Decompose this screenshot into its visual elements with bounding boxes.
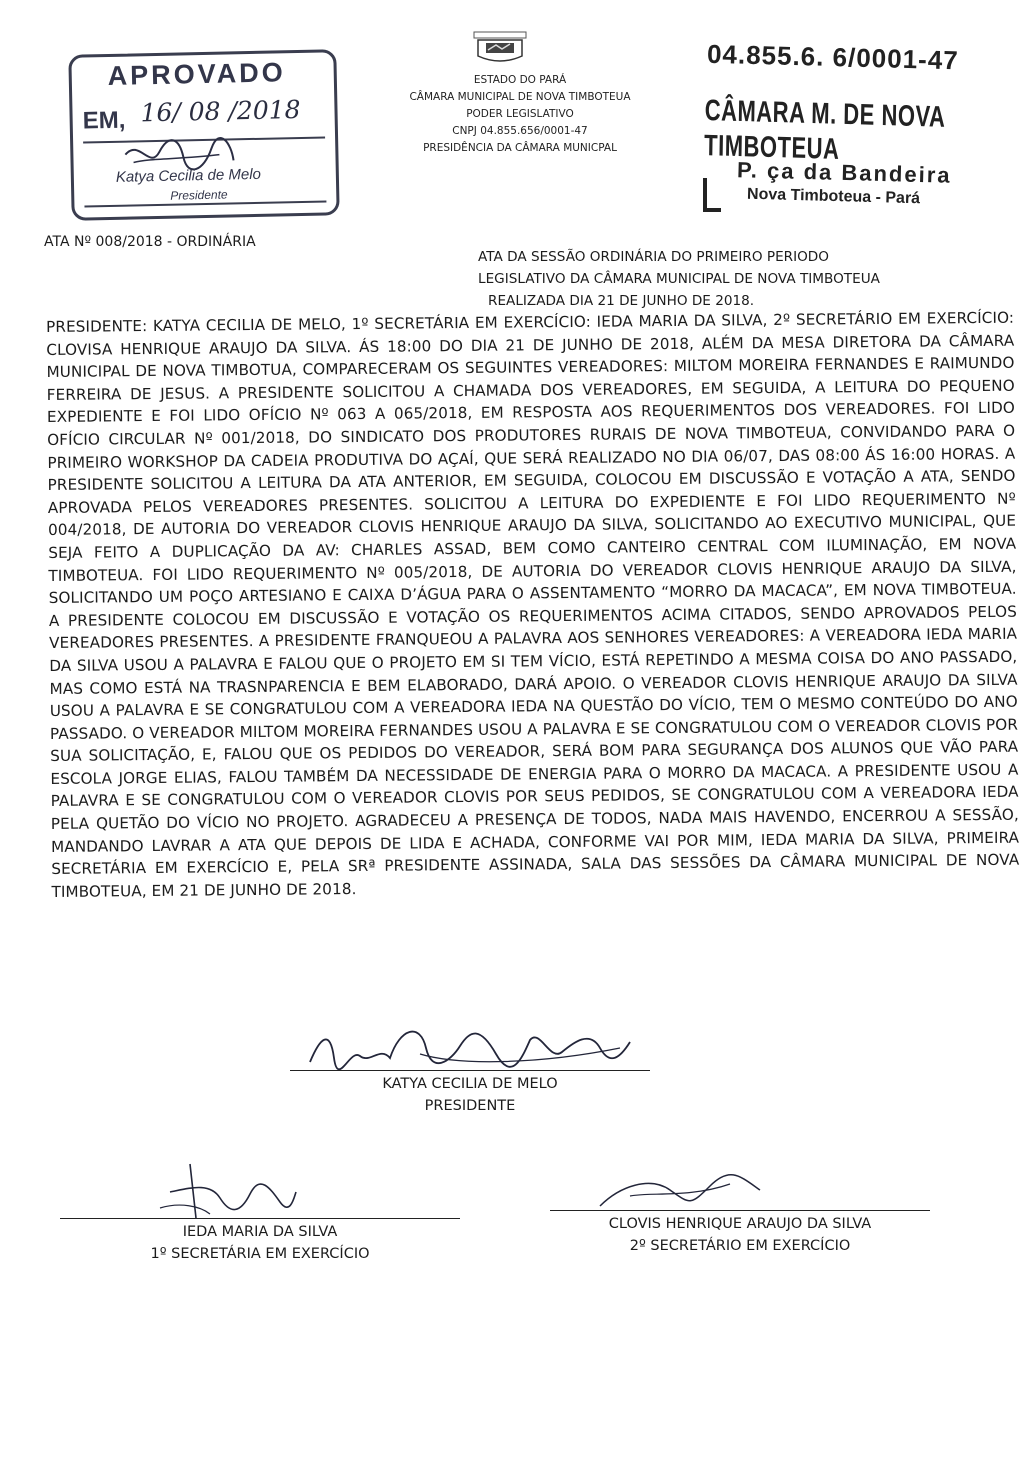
cnpj-stamp-number: 04.855.6. 6/0001-47 <box>706 38 960 76</box>
minutes-title-line: REALIZADA DIA 21 DE JUNHO DE 2018. <box>488 293 755 309</box>
header-chamber: CÂMARA MUNICIPAL DE NOVA TIMBOTEUA <box>409 91 631 103</box>
approved-stamp-role: Presidente <box>170 187 228 203</box>
approved-stamp-date: 16/ 08 /2018 <box>140 94 301 128</box>
cnpj-stamp <box>695 30 1015 220</box>
signature-line <box>550 1210 930 1211</box>
minutes-title-line: LEGISLATIVO DA CÂMARA MUNICIPAL DE NOVA TIMBOTEUA <box>478 271 880 287</box>
document-header <box>360 72 680 157</box>
header-state: ESTADO DO PARÁ <box>473 74 567 86</box>
cnpj-stamp-address: P. ça da Bandeira <box>736 157 952 188</box>
president-signature-block <box>290 1070 650 1117</box>
stamp-corner <box>703 178 721 212</box>
header-cnpj: CNPJ 04.855.656/0001-47 <box>452 125 588 137</box>
first-secretary-signature-icon <box>150 1158 300 1224</box>
first-secretary-name: IEDA MARIA DA SILVA <box>182 1224 338 1240</box>
minutes-title-line: ATA DA SESSÃO ORDINÁRIA DO PRIMEIRO PERIODO <box>478 249 829 265</box>
president-name: KATYA CECILIA DE MELO <box>382 1076 558 1092</box>
first-secretary-role: 1º SECRETÁRIA EM EXERCÍCIO <box>150 1246 370 1262</box>
minutes-title <box>478 246 978 312</box>
second-secretary-role: 2º SECRETÁRIO EM EXERCÍCIO <box>629 1238 851 1254</box>
approved-stamp-name: Katya Cecilia de Melo <box>115 165 262 186</box>
cnpj-stamp-chamber: CÂMARA M. DE NOVA TIMBOTEUA <box>703 93 945 166</box>
minutes-body: PRESIDENTE: KATYA CECILIA DE MELO, 1º SECRETÁRIA EM EXERCÍCIO: IEDA MARIA DA SILVA, 2º SECRETÁRIO EM EXERCÍCIO: CLOVISA HENRIQUE ARAUJO DA SILVA. ÁS 18:00 DO DIA 21 DE JUNHO DE 2018, ALÉM DA MESA DIRETORA DA CÂMARA MUNICIPAL DE NOVA TIMBOTUA, COMPARECERAM OS SEGUINTES VEREADORES: MILTOM MOREIRA FERNANDES E RAIMUNDO FERREIRA DE JESUS. A PRESIDENTE SOLICITOU A CHAMADA DOS VEREADORES, EM SEGUIDA, A LEITURA DO PEQUENO EXPEDIENTE E FOI LIDO OFÍCIO Nº 063 A 065/2018, EM RESPOSTA AOS REQUERIMENTOS DOS VEREADORES. FOI LIDO OFÍCIO CIRCULAR Nº 001/2018, DO SINDICATO DOS PRODUTORES RURAIS DE NOVA TIMBOTEUA, CONVIDANDO PARA O PRIMEIRO WORKSHOP DA CADEIA PRODUTIVA DO AÇAÍ, QUE SERÁ REALIZADO NO DIA 06/07, DAS 08:00 ÁS 16:00 HORAS. A PRESIDENTE SOLICITOU A LEITURA DA ATA ANTERIOR, EM SEGUIDA, COLOCOU EM DISCUSSÃO E VOTAÇÃO A ATA, SENDO APROVADA PELOS VEREADORES PRESENTES. SOLICITOU A LEITURA DO EXPEDIENTE E FOI LIDO REQUERIMENTO Nº 004/2018, DE AUTORIA DO VEREADOR CLOVIS HENRIQUE ARAUJO DA SILVA, SOLICITANDO AO EXECUTIVO MUNICIPAL, QUE SEJA FEITO A DUPLICAÇÃO DA AV: CHARLES ASSAD, BEM COMO CANTEIRO CENTRAL COM ILUMINAÇÃO, EM NOVA TIMBOTEUA. FOI LIDO REQUERIMENTO Nº 005/2018, DE AUTORIA DO VEREADOR CLOVIS HENRIQUE ARAUJO DA SILVA, SOLICITANDO UM POÇO ARTESIANO E CAIXA D’ÁGUA PARA O ASSENTAMENTO “MORRO DA MACACA”, EM NOVA TIMBOTEUA. A PRESIDENTE COLOCOU EM DISCUSSÃO E VOTAÇÃO OS REQUERIMENTOS ACIMA CITADOS, SENDO APROVADOS PELOS VEREADORES PRESENTES. A PRESIDENTE FRANQUEOU A PALAVRA AOS SENHORES VEREADORES: A VEREADORA IEDA MARIA DA SILVA USOU A PALAVRA E FALOU QUE O PROJETO EM SI TEM VÍCIO, ESTÁ REPETINDO A MESMA COISA DO ANO PASSADO, MAS COMO ESTÁ NA TRASNPARENCIA E BEM ELABORADO, DARÁ APOIO. O VEREADOR CLOVIS HENRIQUE ARAUJO DA SILVA USOU A PALAVRA E SE CONGRATULOU COM A VEREADORA IEDA NA QUESTÃO DO VÍCIO, TEM O MESMO CONTEÚDO DO ANO PASSADO. O VEREADOR MILTOM MOREIRA FERNANDES USOU A PALAVRA E SE CONGRATULOU COM O VEREADOR CLOVIS POR SUA SOLICITAÇÃO, E, FALOU QUE OS PEDIDOS DO VEREADOR, SERÁ BOM PARA SEGURANÇA DOS ALUNOS QUE VÃO PARA ESCOLA JORGE ELIAS, FALOU TAMBÉM DA NECESSIDADE DE ENERGIA PARA O MORRO DA MACACA. A PRESIDENTE USOU A PALAVRA E SE CONGRATULOU COM O VEREADOR CLOVIS POR SEUS PEDIDOS, SE CONGRATULOU COM A VEREADORA IEDA PELA QUETÃO DO VÍCIO NO PROJETO. AGRADECEU A PRESENÇA DE TODOS, NADA MAIS HAVENDO, ENCERROU A SESSÃO, MANDANDO LAVRAR A ATA QUE DEPOIS DE LIDA E ACHADA, CONFORME VAI POR MIM, IEDA MARIA DA SILVA, PRIMEIRA SECRETÁRIA EM EXERCÍCIO E, PELA SRª PRESIDENTE ASSINADA, SALA DAS SESSÕES DA CÂMARA MUNICIPAL DE NOVA TIMBOTEUA, EM 21 DE JUNHO DE 2018. <box>46 308 1020 901</box>
minutes-number: ATA Nº 008/2018 - ORDINÁRIA <box>44 234 256 250</box>
municipal-crest-icon <box>470 26 530 66</box>
approved-stamp-title: APROVADO <box>107 57 287 91</box>
signature-line <box>60 1218 460 1219</box>
approved-stamp-em-label: EM, <box>82 106 126 135</box>
second-secretary-signature-icon <box>590 1166 780 1216</box>
signature-line <box>290 1070 650 1071</box>
second-secretary-name: CLOVIS HENRIQUE ARAUJO DA SILVA <box>608 1216 872 1232</box>
cnpj-stamp-city: Nova Timboteua - Pará <box>746 185 921 208</box>
approved-stamp <box>68 49 339 221</box>
header-power: PODER LEGISLATIVO <box>466 108 574 120</box>
second-secretary-signature-block <box>550 1210 930 1257</box>
president-role: PRESIDENTE <box>424 1098 516 1114</box>
president-signature-icon <box>300 1018 660 1074</box>
header-presidency: PRESIDÊNCIA DA CÂMARA MUNICPAL <box>423 142 617 154</box>
first-secretary-signature-block <box>60 1218 460 1265</box>
